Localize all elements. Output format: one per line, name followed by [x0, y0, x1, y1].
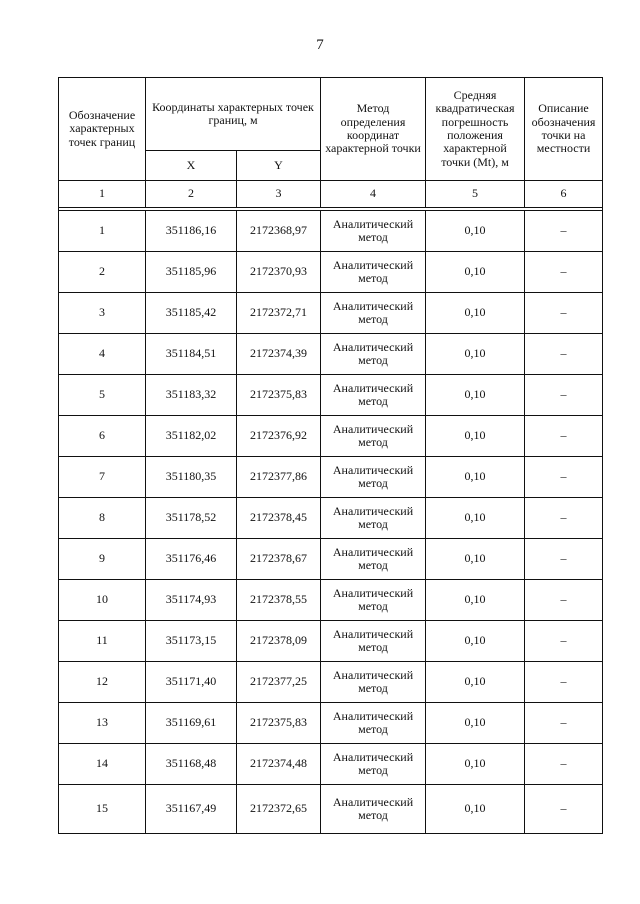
- description-cell: –: [525, 375, 603, 416]
- accuracy-cell: 0,10: [426, 498, 525, 539]
- accuracy-cell: 0,10: [426, 785, 525, 834]
- column-number: 1: [59, 181, 146, 208]
- y-coordinate-cell: 2172378,67: [237, 539, 321, 580]
- accuracy-cell: 0,10: [426, 457, 525, 498]
- table-row: [59, 211, 603, 252]
- accuracy-cell: 0,10: [426, 662, 525, 703]
- y-coordinate-cell: 2172370,93: [237, 252, 321, 293]
- header-x: X: [146, 151, 237, 181]
- y-coordinate-cell: 2172368,97: [237, 211, 321, 252]
- table-row: [59, 662, 603, 703]
- description-cell: –: [525, 744, 603, 785]
- point-cell: 10: [59, 580, 146, 621]
- accuracy-cell: 0,10: [426, 252, 525, 293]
- table-row: [59, 621, 603, 662]
- point-cell: 3: [59, 293, 146, 334]
- description-cell: –: [525, 252, 603, 293]
- table-body: [59, 211, 603, 834]
- header-coordinates: Координаты характерных точек границ, м: [146, 78, 321, 151]
- table-row: [59, 744, 603, 785]
- x-coordinate-cell: 351167,49: [146, 785, 237, 834]
- description-cell: –: [525, 457, 603, 498]
- table-row: [59, 703, 603, 744]
- column-number: 3: [237, 181, 321, 208]
- point-cell: 2: [59, 252, 146, 293]
- header-method: Метод определения координат характерной точки: [321, 78, 426, 181]
- column-number: 5: [426, 181, 525, 208]
- table-row: [59, 580, 603, 621]
- x-coordinate-cell: 351182,02: [146, 416, 237, 457]
- table-row: [59, 498, 603, 539]
- point-cell: 13: [59, 703, 146, 744]
- table-row: [59, 375, 603, 416]
- y-coordinate-cell: 2172377,25: [237, 662, 321, 703]
- column-number: 4: [321, 181, 426, 208]
- point-cell: 9: [59, 539, 146, 580]
- method-cell: Аналитический метод: [321, 785, 426, 834]
- y-coordinate-cell: 2172372,71: [237, 293, 321, 334]
- method-cell: Аналитический метод: [321, 211, 426, 252]
- description-cell: –: [525, 703, 603, 744]
- description-cell: –: [525, 293, 603, 334]
- description-cell: –: [525, 621, 603, 662]
- header-y: Y: [237, 151, 321, 181]
- method-cell: Аналитический метод: [321, 375, 426, 416]
- accuracy-cell: 0,10: [426, 539, 525, 580]
- page-number: 7: [316, 37, 324, 53]
- method-cell: Аналитический метод: [321, 498, 426, 539]
- x-coordinate-cell: 351183,32: [146, 375, 237, 416]
- description-cell: –: [525, 416, 603, 457]
- description-cell: –: [525, 580, 603, 621]
- column-number: 2: [146, 181, 237, 208]
- accuracy-cell: 0,10: [426, 580, 525, 621]
- x-coordinate-cell: 351168,48: [146, 744, 237, 785]
- header-accuracy: Средняя квадратическая погрешность положения характерной точки (Mt), м: [426, 78, 525, 181]
- x-coordinate-cell: 351176,46: [146, 539, 237, 580]
- y-coordinate-cell: 2172374,48: [237, 744, 321, 785]
- description-cell: –: [525, 539, 603, 580]
- point-cell: 14: [59, 744, 146, 785]
- method-cell: Аналитический метод: [321, 621, 426, 662]
- description-cell: –: [525, 785, 603, 834]
- y-coordinate-cell: 2172378,09: [237, 621, 321, 662]
- accuracy-cell: 0,10: [426, 416, 525, 457]
- point-cell: 11: [59, 621, 146, 662]
- x-coordinate-cell: 351173,15: [146, 621, 237, 662]
- y-coordinate-cell: 2172378,55: [237, 580, 321, 621]
- y-coordinate-cell: 2172378,45: [237, 498, 321, 539]
- x-coordinate-cell: 351174,93: [146, 580, 237, 621]
- y-coordinate-cell: 2172374,39: [237, 334, 321, 375]
- point-cell: 12: [59, 662, 146, 703]
- y-coordinate-cell: 2172375,83: [237, 375, 321, 416]
- x-coordinate-cell: 351171,40: [146, 662, 237, 703]
- method-cell: Аналитический метод: [321, 252, 426, 293]
- column-number: 6: [525, 181, 603, 208]
- method-cell: Аналитический метод: [321, 580, 426, 621]
- accuracy-cell: 0,10: [426, 703, 525, 744]
- x-coordinate-cell: 351178,52: [146, 498, 237, 539]
- description-cell: –: [525, 498, 603, 539]
- description-cell: –: [525, 662, 603, 703]
- description-cell: –: [525, 334, 603, 375]
- table-row: [59, 293, 603, 334]
- x-coordinate-cell: 351169,61: [146, 703, 237, 744]
- point-cell: 6: [59, 416, 146, 457]
- y-coordinate-cell: 2172376,92: [237, 416, 321, 457]
- accuracy-cell: 0,10: [426, 211, 525, 252]
- x-coordinate-cell: 351185,96: [146, 252, 237, 293]
- point-cell: 7: [59, 457, 146, 498]
- x-coordinate-cell: 351185,42: [146, 293, 237, 334]
- y-coordinate-cell: 2172375,83: [237, 703, 321, 744]
- method-cell: Аналитический метод: [321, 334, 426, 375]
- coordinates-table: [58, 77, 603, 834]
- header-description: Описание обозначения точки на местности: [525, 78, 603, 181]
- table-row: [59, 785, 603, 834]
- method-cell: Аналитический метод: [321, 744, 426, 785]
- table-row: [59, 457, 603, 498]
- method-cell: Аналитический метод: [321, 662, 426, 703]
- point-cell: 5: [59, 375, 146, 416]
- x-coordinate-cell: 351180,35: [146, 457, 237, 498]
- accuracy-cell: 0,10: [426, 293, 525, 334]
- table-row: [59, 252, 603, 293]
- point-cell: 4: [59, 334, 146, 375]
- method-cell: Аналитический метод: [321, 293, 426, 334]
- method-cell: Аналитический метод: [321, 539, 426, 580]
- y-coordinate-cell: 2172372,65: [237, 785, 321, 834]
- point-cell: 8: [59, 498, 146, 539]
- method-cell: Аналитический метод: [321, 457, 426, 498]
- table-row: [59, 334, 603, 375]
- header-point-designation: Обозначение характерных точек границ: [59, 78, 146, 181]
- table-row: [59, 416, 603, 457]
- accuracy-cell: 0,10: [426, 621, 525, 662]
- description-cell: –: [525, 211, 603, 252]
- x-coordinate-cell: 351186,16: [146, 211, 237, 252]
- method-cell: Аналитический метод: [321, 703, 426, 744]
- point-cell: 15: [59, 785, 146, 834]
- table-row: [59, 539, 603, 580]
- y-coordinate-cell: 2172377,86: [237, 457, 321, 498]
- point-cell: 1: [59, 211, 146, 252]
- method-cell: Аналитический метод: [321, 416, 426, 457]
- x-coordinate-cell: 351184,51: [146, 334, 237, 375]
- accuracy-cell: 0,10: [426, 334, 525, 375]
- accuracy-cell: 0,10: [426, 744, 525, 785]
- accuracy-cell: 0,10: [426, 375, 525, 416]
